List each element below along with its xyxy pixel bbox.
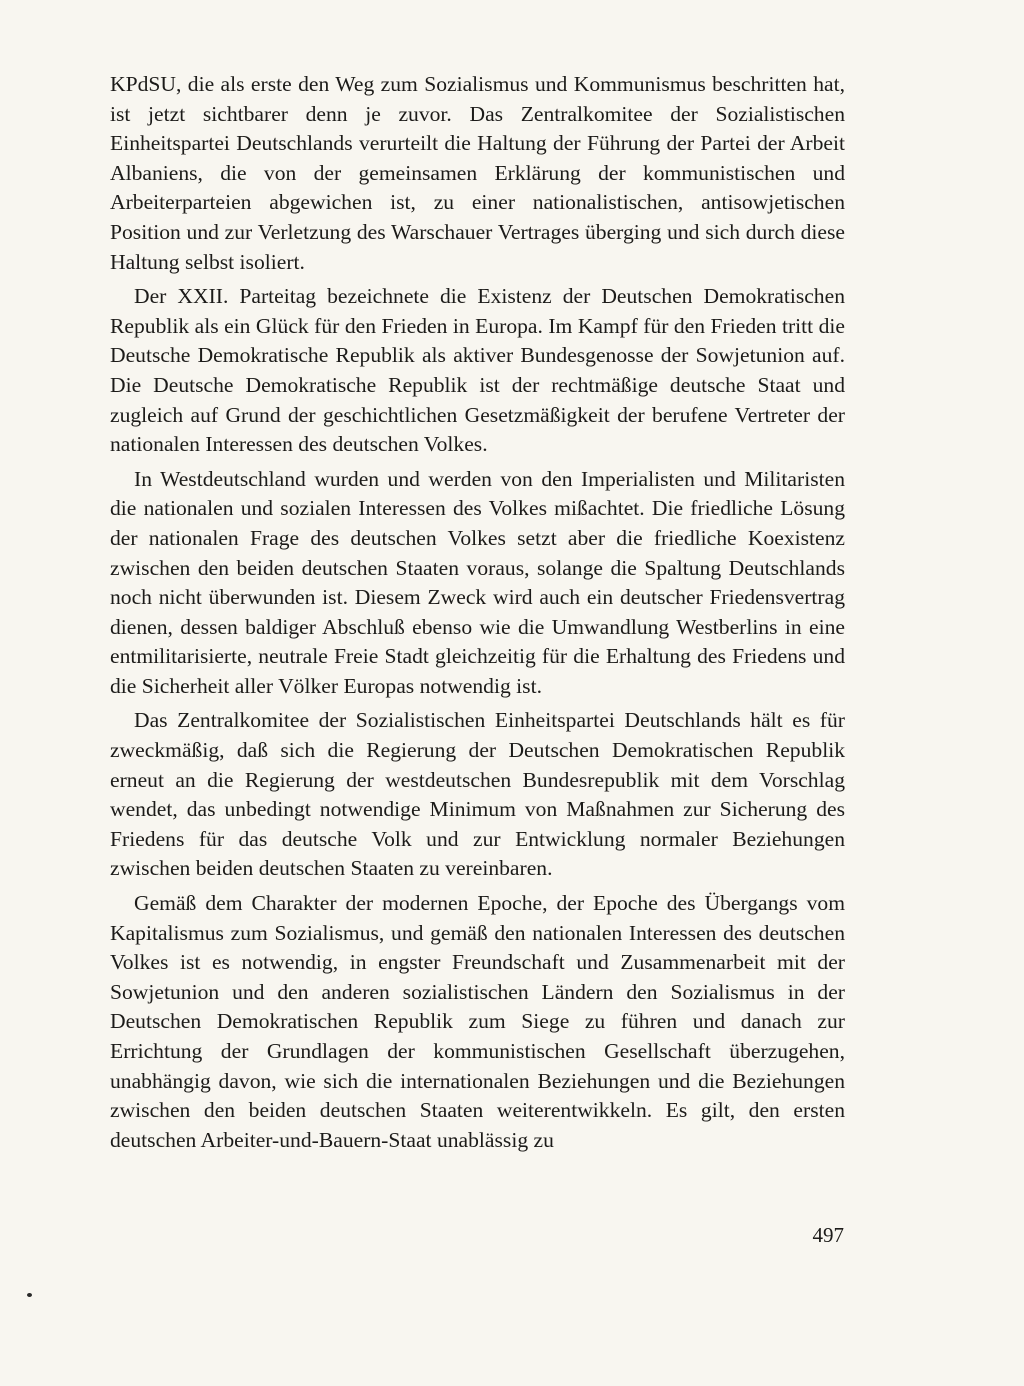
paragraph-4: Das Zentralkomitee der Sozialistischen Einheitspartei Deutschlands hält es für zweckmäßig, daß sich die Regierung der Deutschen Demokratischen Republik erneut an die Regierung der westdeutschen Bundesrepublik mit dem Vorschlag wendet, das unbedingt notwendige Minimum von Maßnahmen zur Sicherung des Friedens für das deutsche Volk und zur Entwicklung normaler Beziehungen zwischen beiden deutschen Staaten zu vereinbaren.	[110, 708, 845, 881]
paragraph-2: Der XXII. Parteitag bezeichnete die Existenz der Deutschen Demokratischen Republik als ein Glück für den Frieden in Europa. Im Kampf für den Frieden tritt die Deutsche Demokratische Republik als aktiver Bundesgenosse der Sowjetunion auf. Die Deutsche Demokratische Republik ist der rechtmäßige deutsche Staat und zugleich auf Grund der geschichtlichen Gesetzmäßigkeit der berufene Vertreter der nationalen Interessen des deutschen Volkes.	[110, 284, 845, 457]
scan-speck	[27, 1293, 32, 1297]
paragraph-3: In Westdeutschland wurden und werden von den Imperialisten und Militaristen die nationalen und sozialen Interessen des Volkes mißachtet. Die friedliche Lösung der nationalen Frage des deutschen Volkes setzt aber die friedliche Koexistenz zwischen den beiden deutschen Staaten voraus, solange die Spaltung Deutschlands noch nicht überwunden ist. Diesem Zweck wird auch ein deutscher Friedensvertrag dienen, dessen baldiger Abschluß ebenso wie die Umwandlung Westberlins in eine entmilitarisierte, neutrale Freie Stadt gleichzeitig für die Erhaltung des Friedens und die Sicherheit aller Völker Europas notwendig ist.	[110, 466, 845, 698]
paragraph-1: KPdSU, die als erste den Weg zum Sozialismus und Kommunismus beschritten hat, ist jetzt sichtbarer denn je zuvor. Das Zentralkomitee der Sozialistischen Einheitspartei Deutschlands verurteilt die Haltung der Führung der Partei der Arbeit Albaniens, die von der gemeinsamen Erklärung der kommunistischen und Arbeiterparteien abgewichen ist, zu einer nationalistischen, antisowjetischen Position und zur Verletzung des Warschauer Vertrages überging und sich durch diese Haltung selbst isoliert.	[110, 72, 845, 274]
body-text	[110, 70, 845, 1160]
paragraph-5: Gemäß dem Charakter der modernen Epoche, der Epoche des Übergangs vom Kapitalismus zum Sozialismus, und gemäß den nationalen Interessen des deutschen Volkes ist es notwendig, in engster Freundschaft und Zusammenarbeit mit der Sowjetunion und den anderen sozialistischen Ländern den Sozialismus in der Deutschen Demokratischen Republik zum Siege zu führen und danach zur Errichtung der Grundlagen der kommunistischen Gesellschaft überzugehen, unabhängig davon, wie sich die internationalen Beziehungen und die Beziehungen zwischen den beiden deutschen Staaten weiterentwikkeln. Es gilt, den ersten deutschen Arbeiter-und-Bauern-Staat unablässig zu	[110, 891, 845, 1152]
page-number: 497	[812, 1223, 844, 1247]
